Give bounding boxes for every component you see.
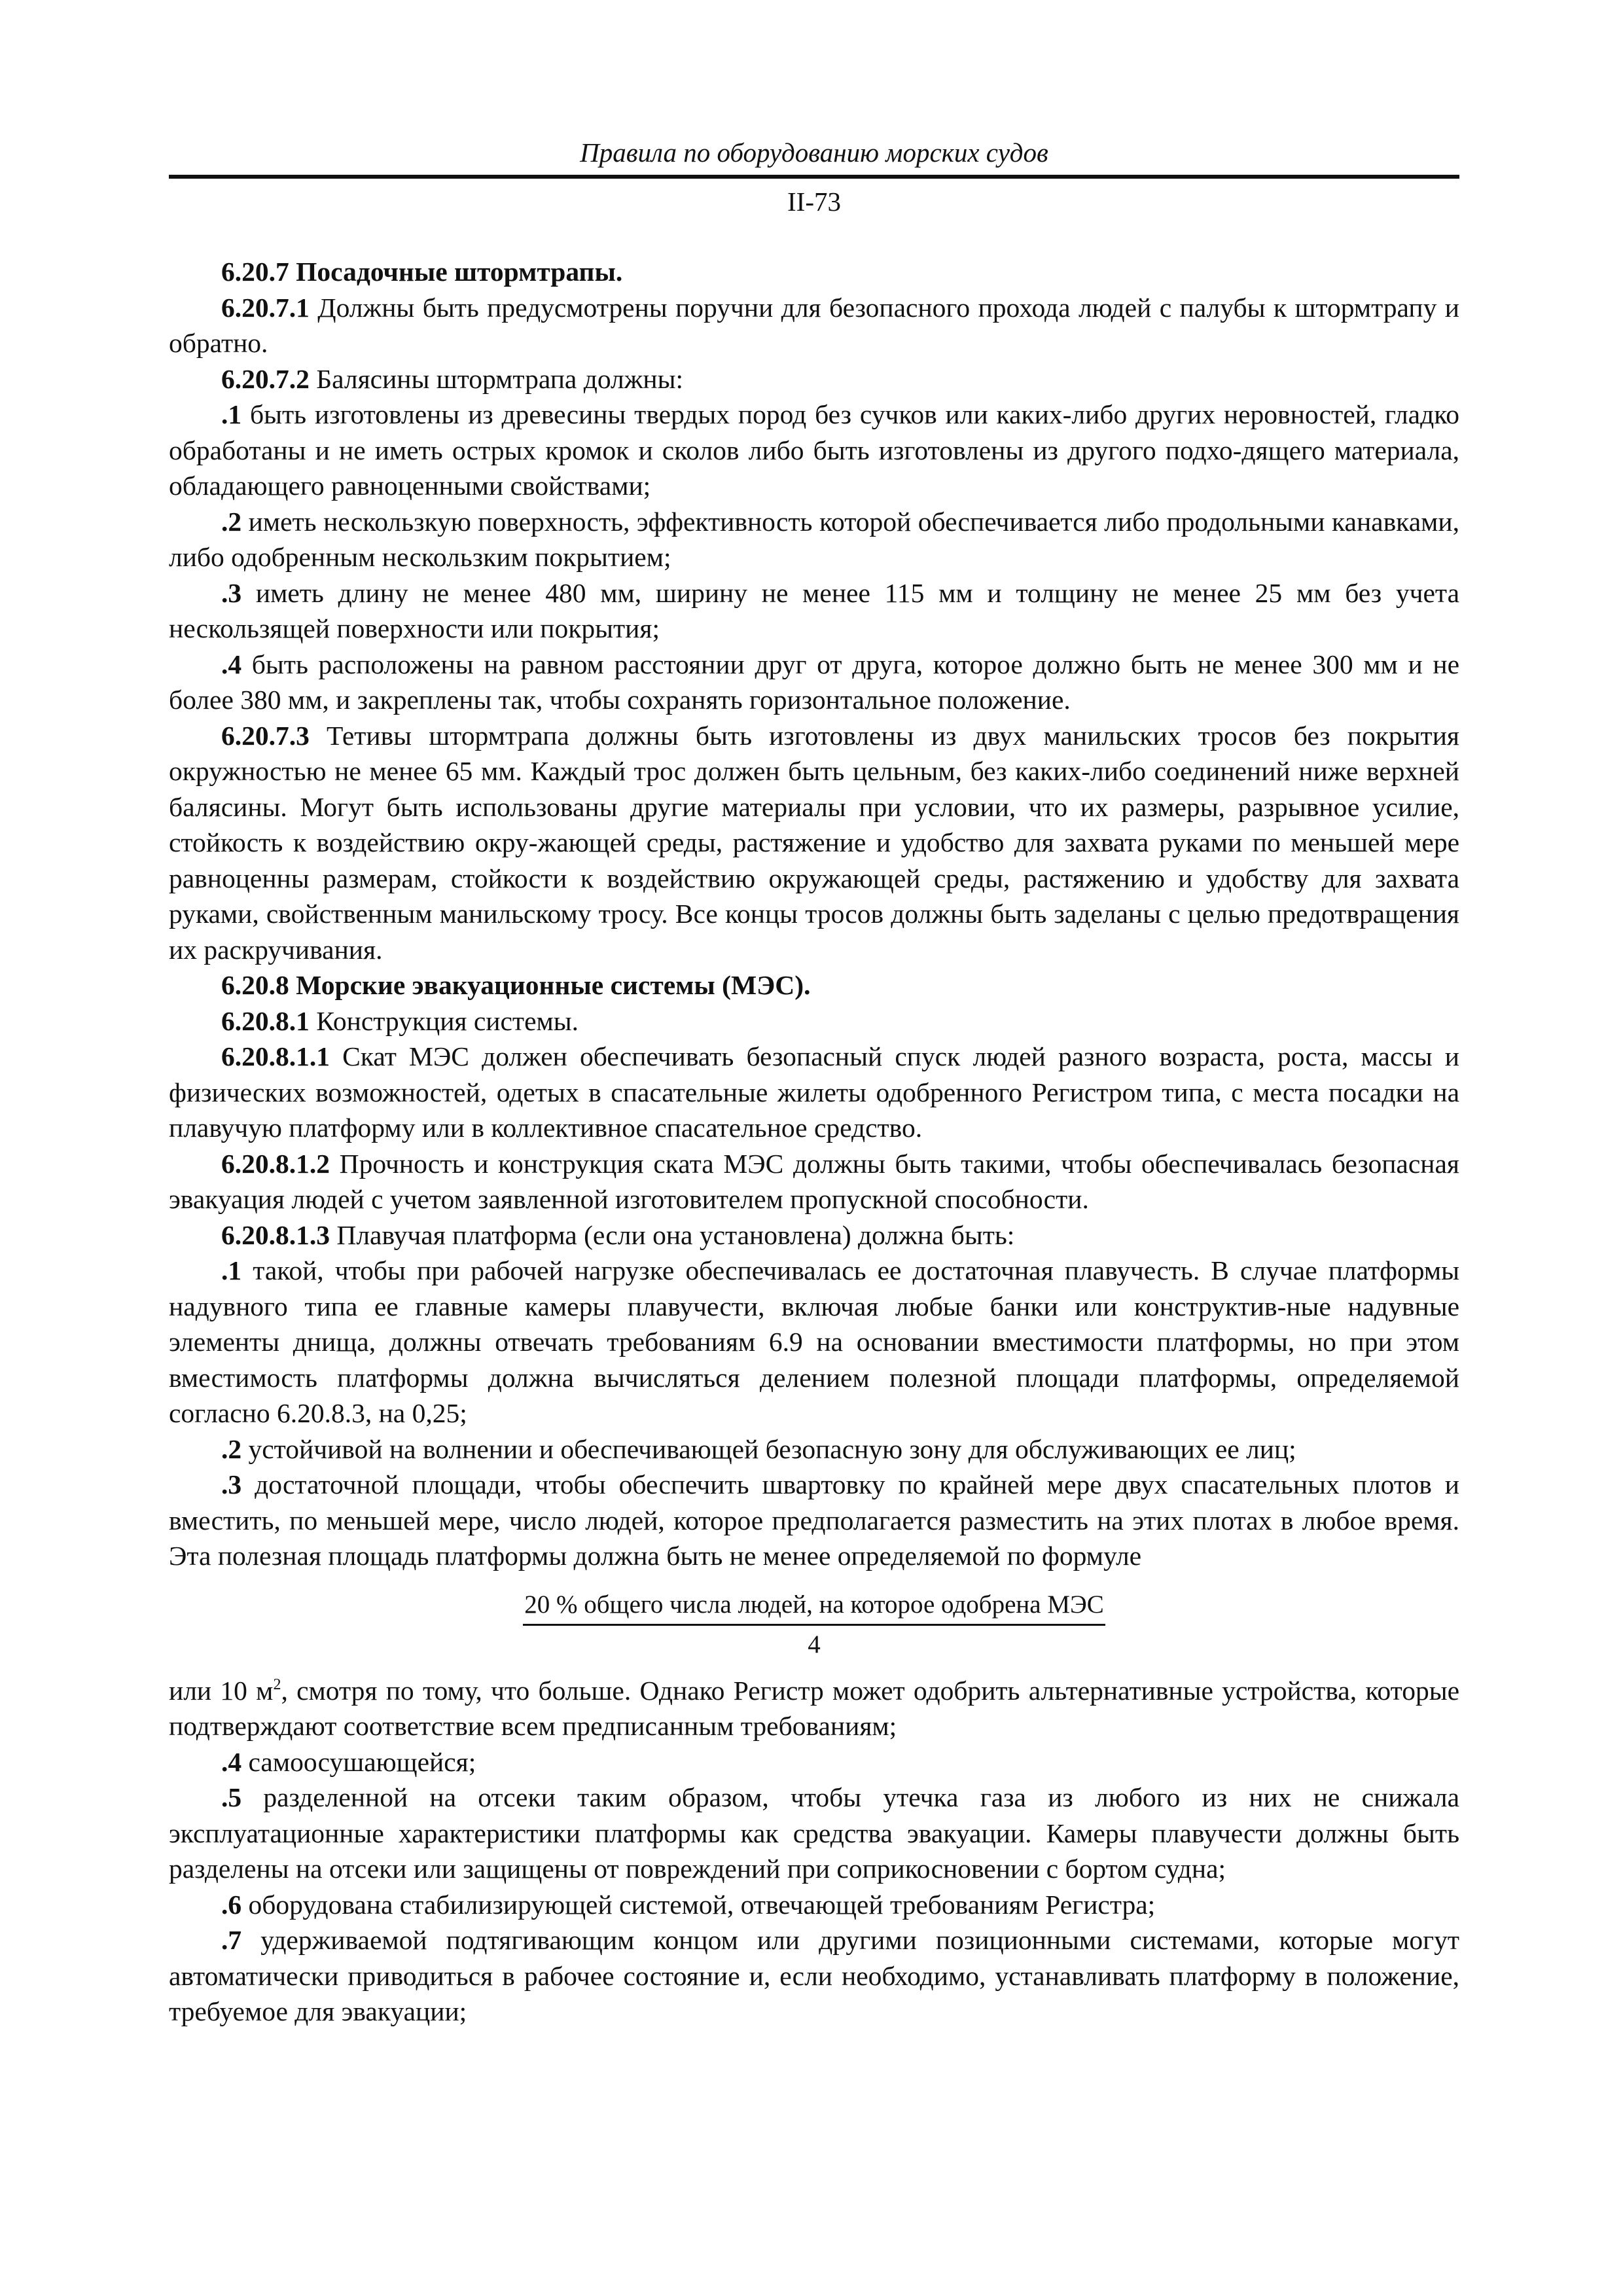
- clause-text: Конструкция системы.: [309, 1005, 579, 1036]
- clause-number: 6.20.7: [221, 257, 289, 287]
- list-item: [169, 1887, 1459, 1923]
- clause-text: самоосушающейся;: [241, 1746, 476, 1777]
- clause-text: оборудована стабилизирующей системой, отвечающей требованиям Регистра;: [241, 1889, 1156, 1920]
- clause-text: иметь нескользкую поверхность, эффективность которой обеспечивается либо продольными канавками, либо одобренным нескользким покрытием;: [169, 506, 1459, 572]
- paragraph-group-2: [169, 1744, 1459, 2030]
- list-item: [169, 1253, 1459, 1431]
- clause-number: .5: [221, 1782, 242, 1812]
- clause-number: .4: [221, 1746, 242, 1777]
- formula-numerator: 20 % общего числа людей, на которое одобрена МЭС: [523, 1588, 1105, 1626]
- clause-text: устойчивой на волнении и обеспечивающей безопасную зону для обслуживающих ее лиц;: [241, 1433, 1296, 1464]
- clause-text: быть изготовлены из древесины твердых пород без сучков или каких-либо других неровностей, гладко обработаны и не иметь острых кромок и сколов либо быть изготовлены из другого подхо-дящего материала, обладающего равноценными свойствами;: [169, 399, 1459, 501]
- clause-text: Прочность и конструкция ската МЭС должны быть такими, чтобы обеспечивалась безопасная эвакуация людей с учетом заявленной изготовителем пропускной способности.: [169, 1148, 1459, 1214]
- after-formula-text-1: или 10 м: [169, 1675, 274, 1706]
- list-item: [169, 397, 1459, 504]
- clause-number: 6.20.8.1: [221, 1005, 310, 1036]
- list-item: [169, 1467, 1459, 1574]
- clause-text: Морские эвакуационные системы (МЭС).: [289, 970, 811, 1000]
- clause-text: Балясины штормтрапа должны:: [309, 363, 684, 394]
- running-title: Правила по оборудованию морских судов: [580, 137, 1048, 168]
- clause-number: 6.20.8: [221, 970, 289, 1000]
- paragraph-after-formula: [169, 1673, 1459, 1744]
- header-rule: [169, 175, 1459, 179]
- clause-number: 6.20.8.1.2: [221, 1148, 330, 1179]
- clause-text: Плавучая платформа (если она установлена) должна быть:: [330, 1219, 1015, 1250]
- clause-text: разделенной на отсеки таким образом, чтобы утечка газа из любого из них не снижала эксплуатационные характеристики платформы как средства эвакуации. Камеры плавучести должны быть разделены на отсеки или защищены от повреждений при соприкосновении с бортом судна;: [169, 1782, 1459, 1884]
- clause-text: достаточной площади, чтобы обеспечить швартовку по крайней мере двух спасательных плотов и вместить, по меньшей мере, число людей, которое предполагается разместить на этих плотах в любое время. Эта полезная площадь платформы должна быть не менее определяемой по формуле: [169, 1469, 1459, 1571]
- clause-paragraph: [169, 1003, 1459, 1039]
- clause-text: быть расположены на равном расстоянии друг от друга, которое должно быть не менее 300 мм и не более 380 мм, и закреплены так, чтобы сохранять горизонтальное положение.: [169, 649, 1459, 715]
- clause-number: .3: [221, 1469, 242, 1499]
- paragraph-group-1: [169, 254, 1459, 1574]
- clause-paragraph: [169, 1039, 1459, 1146]
- clause-number: 6.20.8.1.3: [221, 1219, 330, 1250]
- clause-text: Скат МЭС должен обеспечивать безопасный спуск людей разного возраста, роста, массы и физических возможностей, одетых в спасательные жилеты одобренного Регистром типа, с места посадки на плавучую платформу или в коллективное спасательное средство.: [169, 1041, 1459, 1143]
- square-meter-exponent: 2: [273, 1676, 281, 1693]
- clause-paragraph: [169, 1217, 1459, 1253]
- clause-text: иметь длину не менее 480 мм, ширину не менее 115 мм и толщину не менее 25 мм без учета нескользящей поверхности или покрытия;: [169, 577, 1459, 643]
- formula-denominator: 4: [808, 1630, 821, 1659]
- clause-number: 6.20.8.1.1: [221, 1041, 330, 1071]
- clause-text: Посадочные штормтрапы.: [289, 257, 623, 287]
- clause-number: .6: [221, 1889, 242, 1920]
- clause-text: удерживаемой подтягивающим концом или другими позиционными системами, которые могут автоматически приводиться в рабочее состояние и, если необходимо, устанавливать платформу в положение, требуемое для эвакуации;: [169, 1925, 1459, 2026]
- clause-number: .2: [221, 506, 242, 537]
- after-formula-text-2: , смотря по тому, что больше. Однако Регистр может одобрить альтернативные устройства, которые подтверждают соответствие всем предписанным требованиям;: [169, 1675, 1460, 1741]
- list-item: [169, 1744, 1459, 1780]
- clause-number: .2: [221, 1433, 242, 1464]
- area-formula: [169, 1588, 1459, 1661]
- clause-text: Тетивы штормтрапа должны быть изготовлены из двух манильских тросов без покрытия окружностью не менее 65 мм. Каждый трос должен быть цельным, без каких-либо соединений ниже верхней балясины. Могут быть использованы другие материалы при условии, что их размеры, разрывное усилие, стойкость к воздействию окру-жающей среды, растяжение и удобство для захвата руками по меньшей мере равноценны размерам, стойкости к воздействию окружающей среды, растяжению и удобству для захвата руками, свойственным манильскому тросу. Все концы тросов должны быть заделаны с целью предотвращения их раскручивания.: [169, 720, 1459, 965]
- list-item: [169, 647, 1459, 718]
- section-heading: [169, 254, 1459, 290]
- clause-text: Должны быть предусмотрены поручни для безопасного прохода людей с палубы к штормтрапу и обратно.: [169, 292, 1459, 358]
- document-body: [169, 254, 1459, 2030]
- list-item: [169, 1922, 1459, 2030]
- clause-paragraph: [169, 361, 1459, 397]
- clause-number: 6.20.7.3: [221, 720, 310, 751]
- clause-text: такой, чтобы при рабочей нагрузке обеспечивалась ее достаточная плавучесть. В случае платформы надувного типа ее главные камеры плавучести, включая любые банки или конструктив-ные надувные элементы днища, должны отвечать требованиям 6.9 на основании вместимости платформы, но при этом вместимость платформы должна вычисляться делением полезной площади платформы, определяемой согласно 6.20.8.3, на 0,25;: [169, 1255, 1459, 1428]
- clause-paragraph: [169, 1146, 1459, 1217]
- clause-number: .3: [221, 577, 242, 608]
- page-number: II-73: [787, 187, 841, 217]
- clause-number: .1: [221, 399, 242, 429]
- clause-number: 6.20.7.2: [221, 363, 310, 394]
- section-heading: [169, 967, 1459, 1003]
- clause-paragraph: [169, 290, 1459, 361]
- list-item: [169, 1431, 1459, 1467]
- clause-number: .4: [221, 649, 242, 679]
- list-item: [169, 575, 1459, 647]
- clause-paragraph: [169, 718, 1459, 968]
- list-item: [169, 504, 1459, 575]
- list-item: [169, 1780, 1459, 1887]
- clause-number: .7: [221, 1925, 242, 1955]
- clause-number: 6.20.7.1: [221, 292, 310, 323]
- clause-number: .1: [221, 1255, 242, 1285]
